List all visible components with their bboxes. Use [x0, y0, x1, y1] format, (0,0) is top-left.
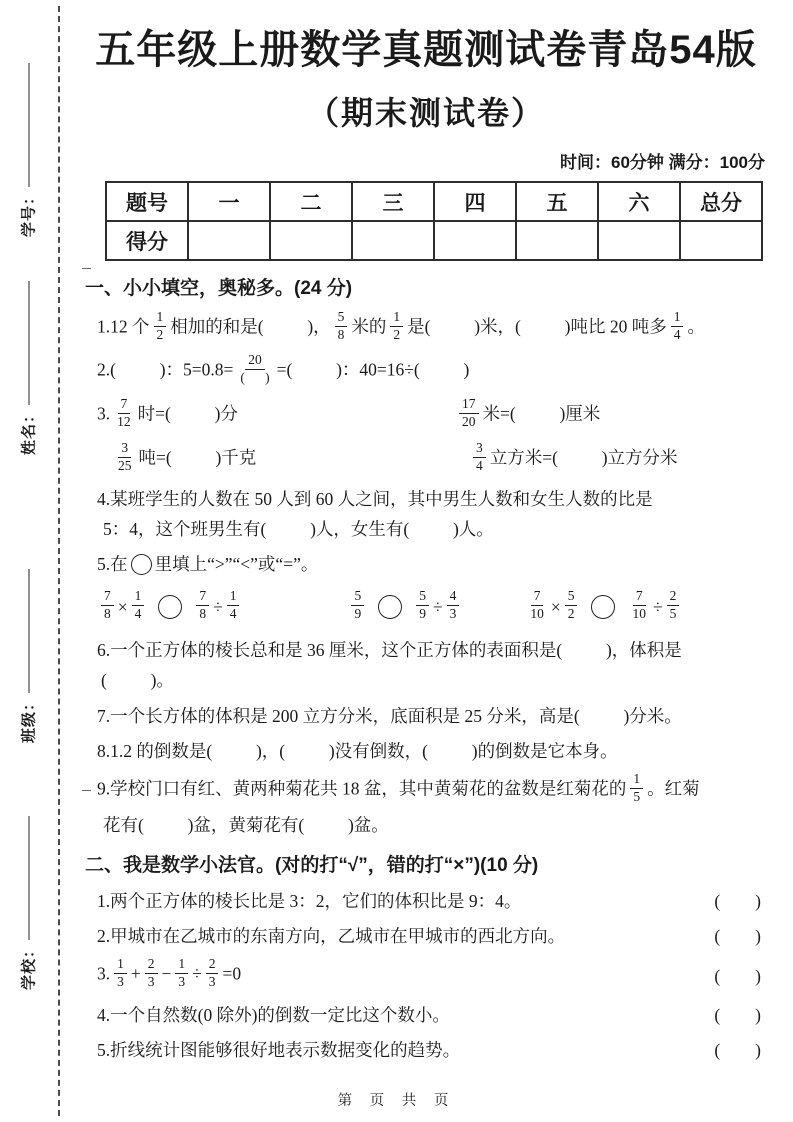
score-header-cell: 六 — [598, 182, 680, 221]
text-run: 5.在 — [97, 554, 128, 575]
text-run: × — [117, 597, 128, 618]
judge-item-2 — [97, 923, 767, 949]
score-cell — [270, 221, 352, 260]
question-4-line-1: 4.某班学生的人数在 50 人到 60 人之间，其中男生人数和女生人数的比是 — [97, 488, 653, 509]
student-id-label — [18, 63, 39, 237]
text-run: ÷ — [652, 597, 663, 618]
compare-circle — [378, 595, 402, 619]
score-header-cell: 一 — [188, 182, 270, 221]
score-table-score-row — [106, 221, 762, 260]
class-text: 班级： — [20, 694, 38, 744]
answer-bracket: ( ) — [714, 965, 761, 986]
student-name-label — [18, 281, 39, 455]
score-cell — [516, 221, 598, 260]
text-run: 米=( )厘米 — [482, 403, 601, 424]
question-6-line-1: 6.一个正方体的棱长总和是 36 厘米，这个正方体的表面积是( )，体积是 — [97, 640, 682, 661]
question-5 — [97, 551, 767, 577]
answer-bracket: ( ) — [714, 1040, 761, 1061]
comparison-2 — [347, 590, 463, 625]
compare-circle — [131, 554, 152, 575]
judge-text — [97, 888, 671, 914]
comparison-1 — [97, 590, 243, 625]
question-3b-right — [469, 439, 767, 477]
write-line — [29, 63, 30, 187]
text-run: ÷ — [213, 597, 223, 618]
score-table-header-row — [106, 182, 762, 221]
judge-text — [97, 1002, 671, 1028]
answer-bracket: ( ) — [714, 926, 761, 947]
question-3b-left — [97, 439, 469, 477]
fraction: $\frac{5}{2}$ — [565, 588, 578, 623]
fraction: $\frac{1}{4}$ — [671, 309, 684, 344]
text-run: + — [130, 963, 141, 984]
question-2 — [97, 354, 767, 389]
question-6-line-2: ( )。 — [101, 670, 174, 691]
text-run: 里填上“>”“<”或“=”。 — [154, 554, 319, 575]
judge-text — [97, 923, 671, 949]
page-footer: 第 页 共 页 — [337, 1093, 456, 1109]
school-label — [18, 816, 39, 990]
question-3-line-2 — [97, 439, 767, 477]
fraction: $\frac{1}{4}$ — [132, 588, 145, 623]
text-run: 立方米=( )立方分米 — [489, 447, 678, 468]
text-run: 米的 — [351, 316, 387, 337]
text-run: 。 — [687, 316, 705, 337]
question-5-comparisons — [97, 590, 767, 625]
student-name-text: 姓名： — [20, 406, 38, 456]
question-9-line-1 — [97, 773, 767, 808]
compare-circle — [158, 595, 182, 619]
score-header-cell: 总分 — [680, 182, 762, 221]
text-run: 。红菊 — [647, 778, 700, 799]
fraction: $\frac{2}{3}$ — [206, 956, 219, 991]
fraction: $\frac{3}{4}$ — [473, 440, 486, 475]
score-header-cell: 三 — [352, 182, 434, 221]
text-run: 4.一个自然数(0 除外)的倒数一定比这个数小。 — [97, 1005, 450, 1026]
fraction: $\frac{20}{( )}$ — [240, 352, 270, 386]
section-1-heading: 一、小小填空，奥秘多。(24 分) — [85, 278, 353, 299]
text-run: 2.甲城市在乙城市的东南方向，乙城市在甲城市的西北方向。 — [97, 926, 566, 947]
fraction: $\frac{1}{2}$ — [154, 309, 167, 344]
judge-item-5 — [97, 1037, 767, 1063]
answer-bracket: ( ) — [714, 890, 761, 911]
text-run: 1.两个正方体的棱长比是 3：2，它们的体积比是 9：4。 — [97, 890, 522, 911]
text-run: 9.学校门口有红、黄两种菊花共 18 盆，其中黄菊花的盆数是红菊花的 — [97, 778, 627, 799]
comparison-3 — [523, 590, 683, 625]
school-text: 学校： — [20, 941, 38, 991]
fraction: $\frac{2}{3}$ — [145, 956, 158, 991]
exam-meta: 时间：60分钟 满分：100分 — [560, 153, 765, 172]
score-cell — [352, 221, 434, 260]
text-run: 1.12 个 — [97, 316, 150, 337]
score-cell — [680, 221, 762, 260]
fraction: $\frac{1}{2}$ — [390, 309, 403, 344]
fold-dashed-line — [58, 6, 60, 1116]
fraction: $\frac{17}{20}$ — [459, 396, 479, 431]
fraction: $\frac{1}{3}$ — [175, 956, 188, 991]
page-subtitle: （期末测试卷） — [306, 95, 545, 131]
judge-item-4 — [97, 1002, 767, 1028]
page-title: 五年级上册数学真题测试卷青岛54版 — [95, 28, 757, 72]
text-run: 是( )米，( )吨比 20 吨多 — [407, 316, 667, 337]
question-3a-left — [97, 398, 455, 433]
fraction: $\frac{4}{3}$ — [447, 588, 460, 623]
text-run: 3. — [97, 963, 111, 984]
question-3a-right — [455, 398, 767, 433]
text-run: 时=( )分 — [137, 403, 238, 424]
fraction: $\frac{7}{8}$ — [196, 588, 209, 623]
question-8: 8.1.2 的倒数是( )，( )没有倒数，( )的倒数是它本身。 — [97, 740, 618, 761]
score-header-cell: 四 — [434, 182, 516, 221]
question-1 — [97, 308, 767, 346]
class-label — [18, 569, 39, 743]
write-line — [29, 816, 30, 940]
judge-item-3 — [97, 958, 767, 993]
text-run: − — [161, 963, 172, 984]
fraction: $\frac{7}{12}$ — [117, 396, 131, 430]
fraction: $\frac{7}{10}$ — [530, 588, 544, 622]
compare-circle — [591, 595, 615, 619]
fraction: $\frac{7}{8}$ — [101, 588, 114, 623]
judge-text — [97, 1037, 671, 1063]
write-line — [29, 569, 30, 693]
text-run: ÷ — [432, 597, 443, 618]
fraction: $\frac{7}{10}$ — [632, 588, 646, 622]
score-table — [105, 181, 763, 261]
score-header-cell: 题号 — [106, 182, 188, 221]
fraction: $\frac{5}{9}$ — [351, 588, 364, 623]
main-content — [85, 20, 767, 1064]
judge-item-1 — [97, 888, 767, 914]
question-4-line-2: 5：4，这个班男生有( )人，女生有( )人。 — [103, 518, 494, 539]
text-run: ÷ — [192, 963, 202, 984]
fraction: $\frac{1}{5}$ — [630, 771, 643, 806]
score-header-cell: 二 — [270, 182, 352, 221]
score-header-cell: 五 — [516, 182, 598, 221]
text-run: 5.折线统计图能够很好地表示数据变化的趋势。 — [97, 1040, 461, 1061]
fraction: $\frac{1}{3}$ — [114, 956, 127, 991]
text-run: =0 — [222, 963, 242, 984]
score-cell — [434, 221, 516, 260]
text-run: 2.( )：5=0.8= — [97, 359, 234, 380]
answer-bracket: ( ) — [714, 1005, 761, 1026]
fraction: $\frac{2}{5}$ — [667, 588, 680, 623]
write-line — [29, 281, 30, 405]
text-run: 吨=( )千克 — [138, 447, 257, 468]
score-cell — [598, 221, 680, 260]
text-run: =( )：40=16÷( ) — [276, 359, 470, 380]
fraction: $\frac{3}{25}$ — [118, 439, 132, 473]
question-7: 7.一个长方体的体积是 200 立方分米，底面积是 25 分米，高是( )分米。 — [97, 705, 682, 726]
fraction: $\frac{5}{9}$ — [416, 588, 429, 623]
question-9-line-2: 花有( )盆，黄菊花有( )盆。 — [103, 814, 389, 835]
text-run: × — [550, 597, 561, 618]
judge-text — [97, 958, 671, 993]
text-run: 3. — [97, 403, 111, 424]
section-2-heading: 二、我是数学小法官。(对的打“√”，错的打“×”)(10 分) — [85, 855, 539, 877]
text-run: 相加的和是( )， — [170, 316, 331, 337]
fraction: $\frac{1}{4}$ — [227, 588, 240, 623]
score-cell — [188, 221, 270, 260]
fraction: $\frac{5}{8}$ — [335, 309, 348, 344]
score-row-label: 得分 — [106, 221, 188, 260]
question-3-line-1 — [97, 398, 767, 433]
student-id-text: 学号： — [20, 188, 38, 238]
